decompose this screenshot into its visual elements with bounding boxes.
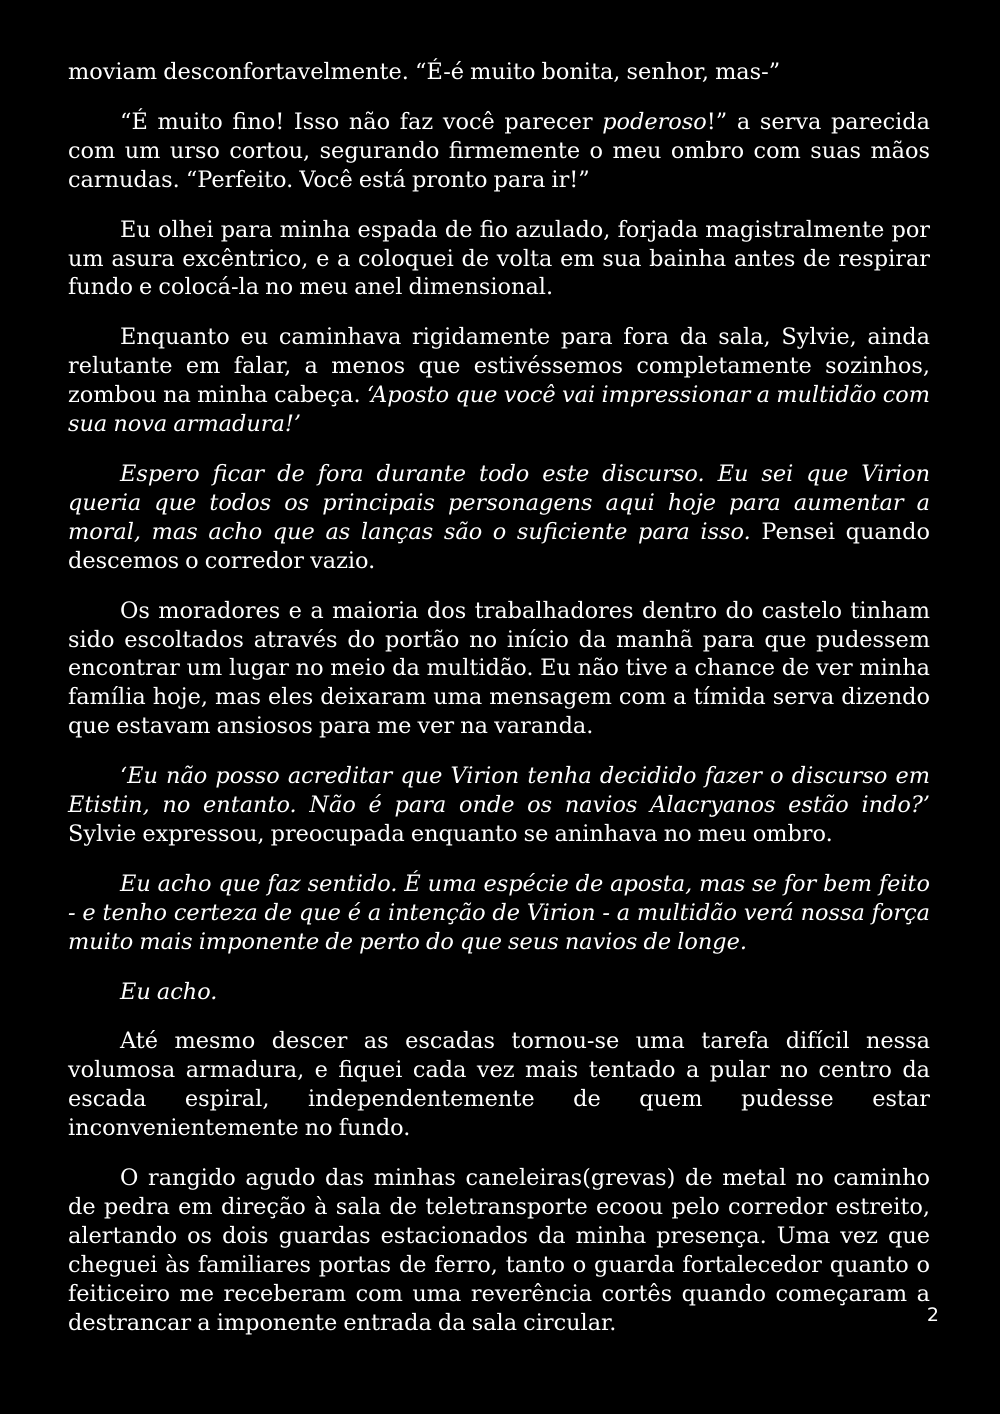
paragraph [68,323,930,439]
paragraph [68,460,930,576]
italic-text: poderoso [602,108,707,135]
italic-text: Eu acho. [120,978,218,1005]
text: moviam desconfortavelmente. “É-é muito bonita, senhor, mas-” [68,59,781,85]
text: !” a serva parecida com um urso cortou, segurando firmemente o meu ombro com suas mãos carnudas. “Perfeito. Você está pronto para ir!” [68,108,930,193]
document-page [68,58,930,1359]
paragraph [68,1027,930,1143]
italic-text: Eu acho que faz sentido. É uma espécie de aposta, mas se for bem feito - e tenho certeza de que é a intenção de Virion - a multidão verá nossa força muito mais imponente de perto do que seus navios de longe. [68,870,930,955]
text: Enquanto eu caminhava rigidamente para fora da sala, Sylvie, ainda relutante em falar, a menos que estivéssemos completamente sozinhos, zombou na minha cabeça. [68,324,930,409]
paragraph [68,870,930,957]
document-body [68,58,930,1338]
text: Eu olhei para minha espada de fio azulado, forjada magistralmente por um asura excêntrico, e a coloquei de volta em sua bainha antes de respirar fundo e colocá-la no meu anel dimensional. [68,216,930,301]
text: “É muito fino! Isso não faz você parecer [120,108,603,135]
text: Sylvie expressou, preocupada enquanto se aninhava no meu ombro. [68,820,833,847]
text: Pensei quando descemos o corredor vazio. [68,518,930,574]
paragraph [68,108,930,195]
text: Até mesmo descer as escadas tornou-se uma tarefa difícil nessa volumosa armadura, e fiquei cada vez mais tentado a pular no centro da escada espiral, independentemente de quem pudesse estar inconvenientemente no fundo. [68,1028,930,1142]
text: Os moradores e a maioria dos trabalhadores dentro do castelo tinham sido escoltados através do portão no início da manhã para que pudessem encontrar um lugar no meio da multidão. Eu não tive a chance de ver minha família hoje, mas eles deixaram uma mensagem com a tímida serva dizendo que estavam ansiosos para me ver na varanda. [68,597,930,740]
paragraph [68,216,930,303]
paragraph [68,58,930,87]
italic-text: ‘Aposto que você vai impressionar a multidão com sua nova armadura!’ [68,382,930,438]
italic-text: Espero ficar de fora durante todo este discurso. Eu sei que Virion queria que todos os principais personagens aqui hoje para aumentar a moral, mas acho que as lanças são o suficiente para isso. [68,460,930,545]
page-number: 2 [926,1304,939,1326]
paragraph [68,978,930,1007]
paragraph [68,597,930,742]
text: O rangido agudo das minhas caneleiras(grevas) de metal no caminho de pedra em direção à sala de teletransporte ecoou pelo corredor estreito, alertando os dois guardas estacionados da minha presença. Uma vez que cheguei às familiares portas de ferro, tanto o guarda fortalecedor quanto o feiticeiro me receberam com uma reverência cortês quando começaram a destrancar a imponente entrada da sala circular. [68,1165,930,1336]
paragraph [68,1164,930,1337]
italic-text: ‘Eu não posso acreditar que Virion tenha decidido fazer o discurso em Etistin, no entanto. Não é para onde os navios Alacryanos estão indo?’ [68,763,930,819]
paragraph [68,762,930,849]
